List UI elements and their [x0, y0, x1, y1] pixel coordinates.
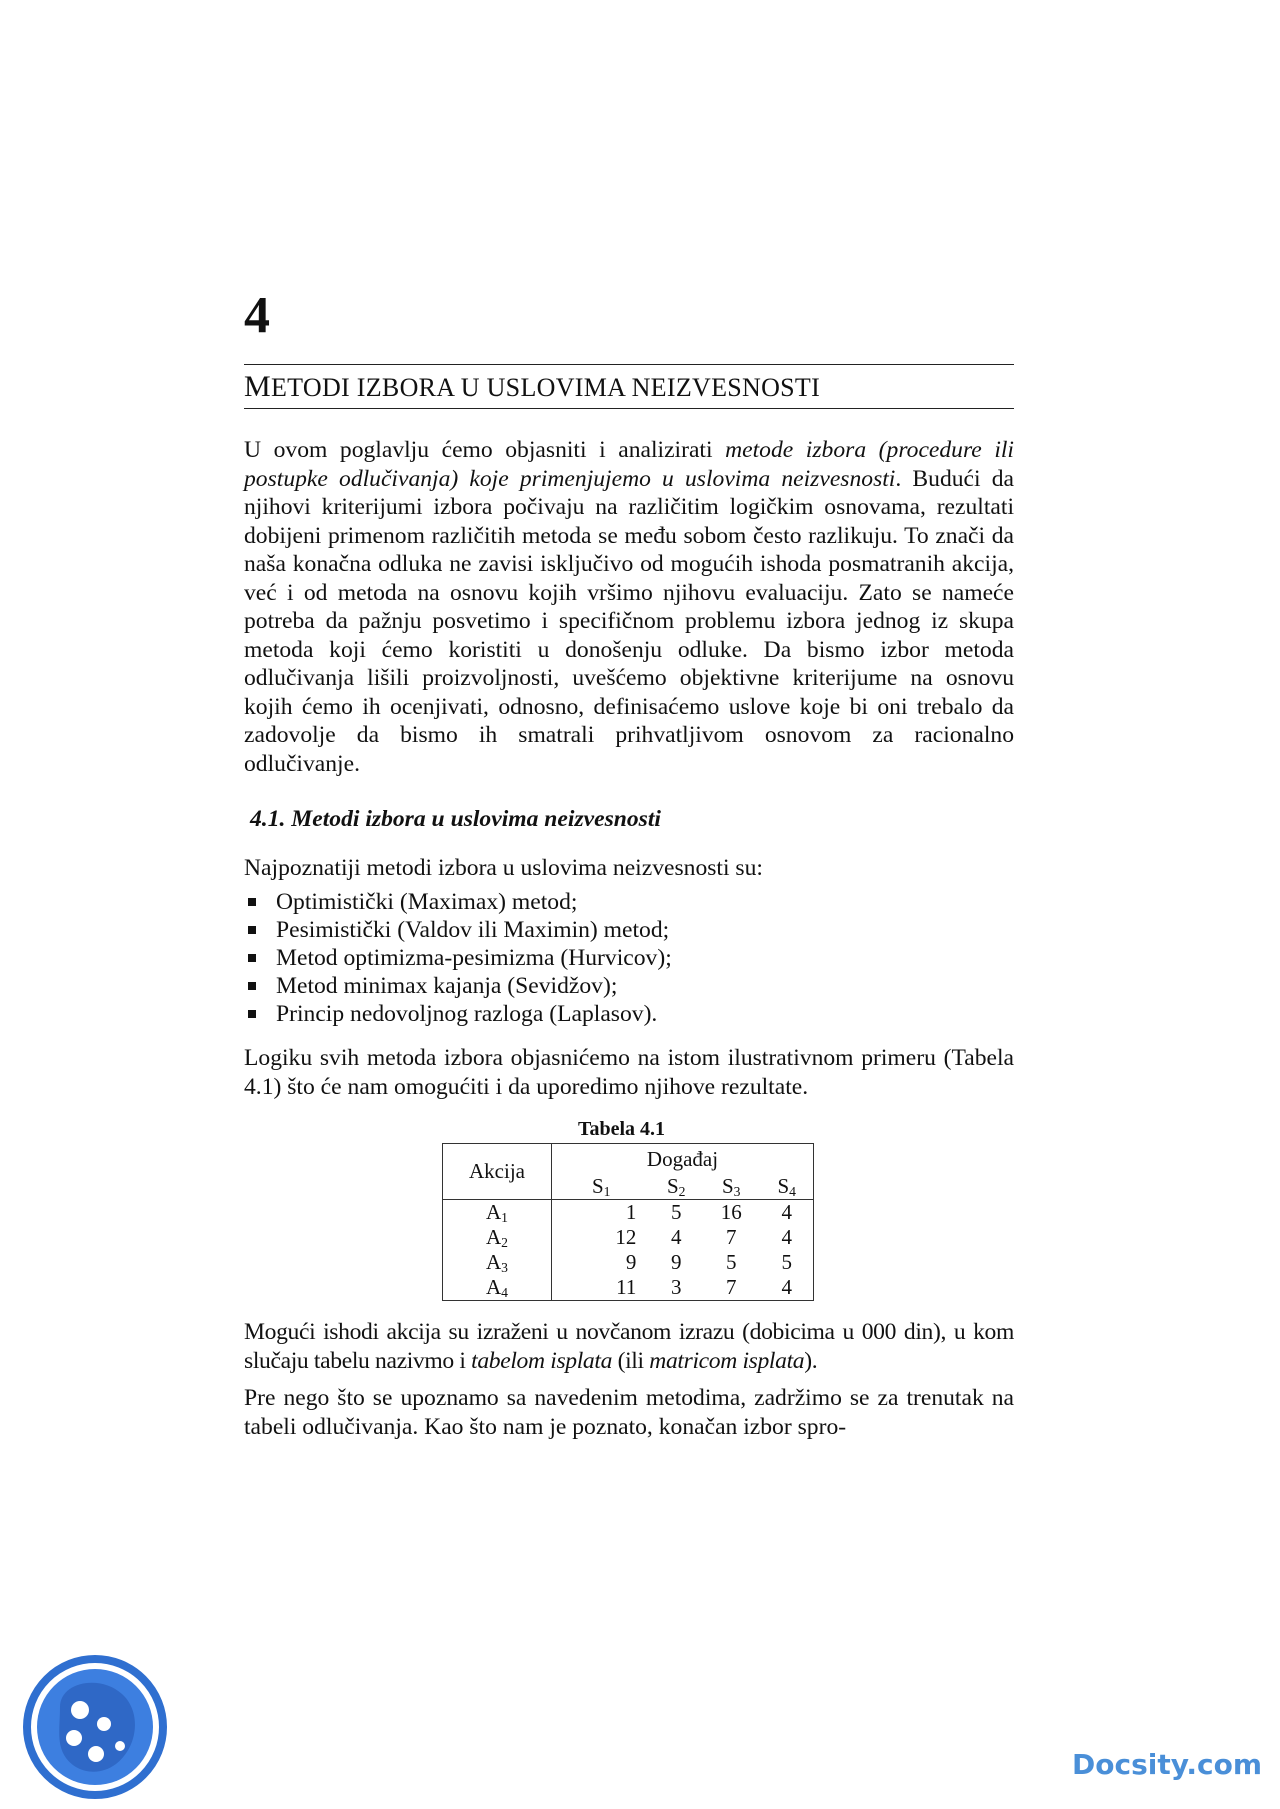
list-item [244, 944, 1014, 972]
bullet-square-icon [248, 1010, 256, 1018]
bullet-square-icon [248, 954, 256, 962]
chapter-title-rest: ETODI IZBORA U USLOVIMA NEIZVESNOSTI [270, 373, 821, 402]
table-header-state: $S_1$ [552, 1174, 651, 1200]
closing-paragraph: Pre nego što se upoznamo sa navedenim metodima, zadržimo se za trenutak na tabeli odlučivanja. Kao što nam je poznato, konačan izbor spro- [244, 1385, 1014, 1440]
table-caption: Tabela 4.1 [578, 1118, 666, 1140]
list-item-text: Optimistički (Maximax) metod; [276, 889, 578, 915]
table-cell: 4 [781, 1225, 792, 1249]
chapter-number: 4 [244, 287, 270, 344]
intro-text-italic: metode izbora (procedure ili postupke odlučivanja) koje primenjujemo u uslovima neizvesnosti [244, 437, 1014, 492]
table-row [443, 1275, 814, 1301]
title-rule-top [244, 364, 1014, 365]
table-cell: 1 [625, 1200, 637, 1224]
list-item-text: Metod optimizma-pesimizma (Hurvicov); [276, 945, 672, 971]
table-cell: 5 [781, 1250, 792, 1274]
intro-paragraph [244, 436, 1014, 778]
table-row-action: $A_3$ [443, 1250, 552, 1275]
table-row-action: $A_4$ [443, 1275, 552, 1301]
table-row [443, 1225, 814, 1250]
outcomes-text: Mogući ishodi akcija su izraženi u novčanom izrazu (dobicima u 000 din), u kom slučaju tabelu nazivmo i [244, 1319, 1014, 1374]
docsity-brand-link[interactable]: Docsity.com [1072, 1748, 1263, 1781]
table-cell: 5 [725, 1250, 737, 1274]
table-row [443, 1250, 814, 1275]
table-cell: 16 [720, 1200, 742, 1224]
outcomes-text-end: ). [804, 1347, 818, 1374]
chapter-title-initial: M [244, 370, 271, 403]
table-cell: 9 [670, 1250, 682, 1274]
table-header-action: Akcija [443, 1144, 552, 1200]
outcomes-italic-1: tabelom isplata [471, 1347, 613, 1374]
list-item [244, 1000, 1014, 1028]
table-header-state: $S_2$ [650, 1174, 702, 1200]
list-item-text: Pesimistički (Valdov ili Maximin) metod; [276, 917, 670, 943]
table-header-state: $S_4$ [760, 1174, 813, 1200]
table-cell: 5 [670, 1200, 682, 1224]
intro-text-b: . Budući da njihovi kriterijumi izbora počivaju na različitim logičkim osnovama, rezultati dobijeni primenom različitih metoda se među sobom često razlikuju. To znači da naša konačna odluka ne zavisi isključivo od mogućih ishoda posmatranih akcija, već i od metoda na osnovu kojih vršimo njihovu evaluaciju. Zato se nameće potreba da pažnju posvetimo i specifičnom problemu izbora jednog iz skupa metoda koji ćemo koristiti u donošenju odluke. Da bismo izbor metoda odlučivanja lišili proizvoljnosti, uvešćemo objektivne kriterijume na osnovu kojih ćemo ih ocenjivati, odnosno, definisaćemo uslove koje bi oni trebalo da zadovolje da bismo ih smatrali prihvatljivom osnovom za racionalno odlučivanje. [244, 465, 1014, 777]
list-item [244, 972, 1014, 1000]
table-cell: 7 [725, 1275, 737, 1299]
table-cell: 7 [725, 1225, 737, 1249]
outcomes-text-mid: (ili [612, 1347, 650, 1374]
list-item [244, 916, 1014, 944]
methods-list [244, 888, 1014, 1028]
payoff-table [442, 1143, 814, 1301]
chapter-title [244, 372, 820, 402]
bullet-square-icon [248, 982, 256, 990]
table-cell: 3 [670, 1275, 682, 1299]
title-rule-bottom [244, 408, 1014, 409]
section-heading: 4.1. Metodi izbora u uslovima neizvesnosti [250, 806, 661, 832]
bullet-square-icon [248, 898, 256, 906]
table-cell: 4 [670, 1225, 682, 1249]
table-header-event: Događaj [646, 1147, 719, 1171]
docsity-logo-icon[interactable] [20, 1652, 170, 1802]
table-cell: 4 [781, 1275, 792, 1299]
list-item-text: Metod minimax kajanja (Sevidžov); [276, 973, 618, 999]
outcomes-paragraph [244, 1318, 1014, 1375]
table-row [443, 1200, 814, 1226]
intro-text-a: U ovom poglavlju ćemo objasniti i analizirati [244, 437, 726, 463]
list-item [244, 888, 1014, 916]
methods-lead: Najpoznatiji metodi izbora u uslovima neizvesnosti su: [244, 855, 763, 881]
table-cell: 4 [781, 1200, 792, 1224]
table-cell: 11 [616, 1275, 637, 1299]
outcomes-italic-2: matricom isplata [649, 1347, 805, 1374]
bullet-square-icon [248, 926, 256, 934]
table-header-state: $S_3$ [702, 1174, 761, 1200]
logic-paragraph: Logiku svih metoda izbora objasnićemo na istom ilustrativnom primeru (Tabela 4.1) što će nam omogućiti i da uporedimo njihove rezultate. [244, 1045, 1014, 1100]
table-cell: 9 [625, 1250, 637, 1274]
table-cell: 12 [615, 1225, 637, 1249]
table-row-action: $A_1$ [443, 1200, 552, 1226]
table-row-action: $A_2$ [443, 1225, 552, 1250]
list-item-text: Princip nedovoljnog razloga (Laplasov). [276, 1001, 658, 1027]
